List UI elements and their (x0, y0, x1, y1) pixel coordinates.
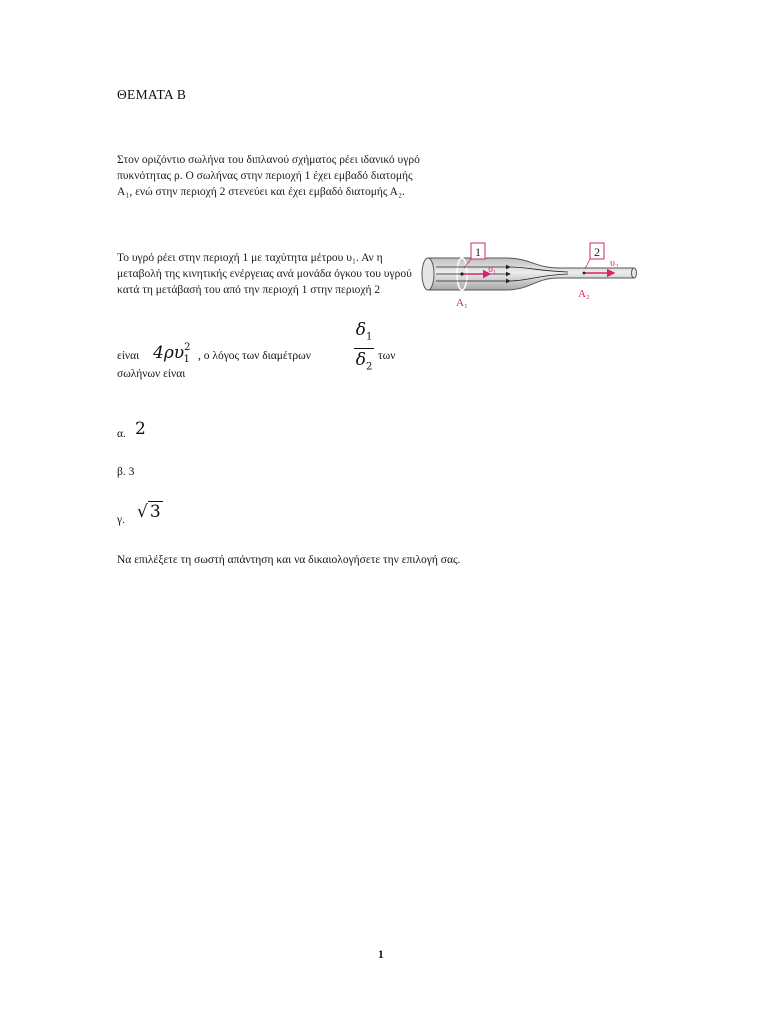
expr-sup: 2 (184, 342, 191, 353)
fraction-bar (354, 348, 374, 349)
den-symbol: δ (355, 350, 366, 371)
text-eivai: είναι (117, 350, 140, 362)
text-solinon: σωλήνων είναι (117, 368, 186, 380)
page-title: ΘΕΜΑΤΑ Β (117, 87, 187, 102)
option-a-label: α. (117, 428, 126, 440)
den-sub: 2 (365, 361, 373, 373)
diameter-ratio-fraction (354, 320, 374, 378)
pipe-figure (418, 240, 650, 318)
option-b-label: β. 3 (117, 466, 135, 478)
text-ton: των (378, 350, 396, 362)
option-a-value: 2 (135, 419, 146, 439)
v1-label: υ₁ (488, 264, 497, 275)
option-c-value (137, 502, 163, 522)
problem-paragraph-1: Στον οριζόντιο σωλήνα του διπλανού σχήματος ρέει ιδανικό υγρό πυκνότητας ρ. Ο σωλήνας στην περιοχή 1 έχει εμβαδό διατομής Α₁, ενώ στην περιοχή 2 στενεύει και έχει εμβαδό διατομής Α₂. (117, 154, 420, 198)
expr-base: 4ρυ (153, 343, 185, 363)
fraction-numerator (354, 320, 374, 347)
pipe-left-opening (422, 258, 434, 290)
num-symbol: δ (355, 320, 366, 340)
a2-label: A₂ (578, 288, 590, 300)
fraction-denominator (354, 350, 374, 377)
closing-instruction: Να επιλέξετε τη σωστή απάντηση και να δικαιολογήσετε την επιλογή σας. (117, 554, 461, 566)
pipe-right-opening (632, 268, 637, 278)
label-1-text: 1 (475, 245, 481, 259)
sqrt-radicand: 3 (149, 502, 161, 522)
label-2-text: 2 (594, 245, 600, 259)
page-number: 1 (378, 949, 384, 961)
expr-sub: 1 (183, 354, 190, 366)
problem-paragraph-2: Το υγρό ρέει στην περιοχή 1 με ταχύτητα μέτρου υ₁. Αν η μεταβολή της κινητικής ενέργειας ανά μονάδα όγκου του υγρού κατά τη μετάβασή του από την περιοχή 1 στην περιοχή 2 (117, 252, 412, 296)
v2-label: υ₂ (610, 258, 619, 269)
num-sub: 1 (365, 331, 373, 343)
sqrt-symbol: √ 3 (137, 502, 161, 522)
ratio-text: , ο λόγος των διαμέτρων (198, 350, 311, 362)
energy-expression (153, 342, 197, 365)
a1-label: A₁ (456, 297, 468, 309)
option-c-label: γ. (117, 514, 125, 526)
point-1 (460, 272, 463, 275)
point-2 (583, 272, 586, 275)
